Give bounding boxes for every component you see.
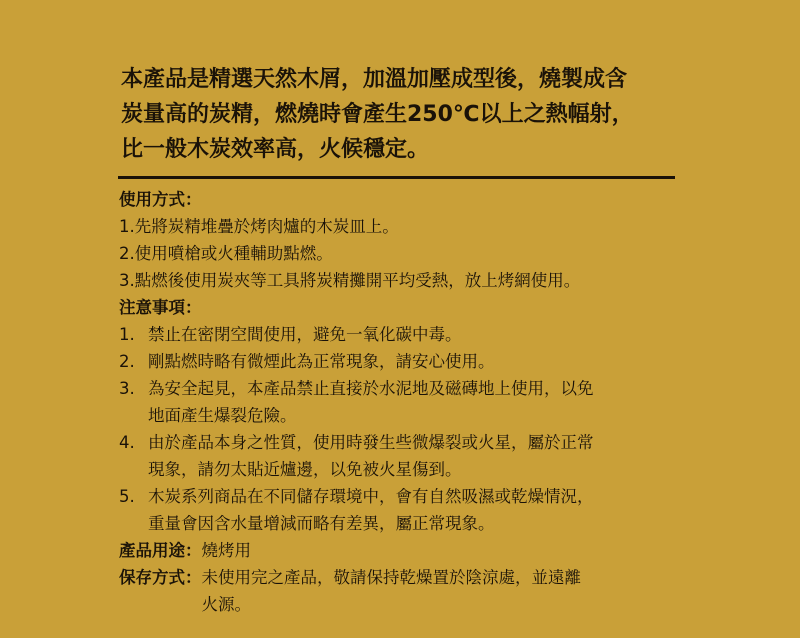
note-item <box>119 483 699 537</box>
note-item <box>119 348 699 375</box>
purpose-row <box>119 537 699 564</box>
purpose-value: 燒烤用 <box>201 541 251 560</box>
notes-heading: 注意事項： <box>119 298 202 317</box>
note-item <box>119 429 699 483</box>
note-item <box>119 321 699 348</box>
note-text: 禁止在密閉空間使用，避免一氧化碳中毒。 <box>148 325 462 344</box>
note-text: 由於產品本身之性質，使用時發生些微爆裂或火星，屬於正常 <box>148 433 594 452</box>
note-text: 地面產生爆裂危險。 <box>148 406 297 425</box>
usage-step: 1.先將炭精堆疊於烤肉爐的木炭皿上。 <box>119 217 399 236</box>
note-text: 剛點燃時略有微煙此為正常現象，請安心使用。 <box>148 352 495 371</box>
product-intro <box>121 62 691 167</box>
note-item <box>119 375 699 429</box>
usage-heading: 使用方式： <box>119 190 202 209</box>
note-text: 為安全起見，本產品禁止直接於水泥地及磁磚地上使用，以免 <box>148 379 594 398</box>
note-number: 2. <box>119 352 135 371</box>
note-number: 3. <box>119 379 135 398</box>
purpose-label: 產品用途： <box>119 541 202 560</box>
note-number: 5. <box>119 487 135 506</box>
storage-row <box>119 564 699 618</box>
note-text: 重量會因含水量增減而略有差異，屬正常現象。 <box>148 514 495 533</box>
note-text: 木炭系列商品在不同儲存環境中，會有自然吸濕或乾燥情況， <box>148 487 594 506</box>
intro-line: 比一般木炭效率高，火候穩定。 <box>121 137 430 162</box>
section-divider <box>118 176 675 179</box>
usage-step: 2.使用噴槍或火種輔助點燃。 <box>119 244 333 263</box>
intro-line: 本產品是精選天然木屑，加溫加壓成型後，燒製成含 <box>121 67 628 92</box>
storage-value: 未使用完之產品，敬請保持乾燥置於陰涼處，並遠離 <box>201 568 581 587</box>
note-text: 現象，請勿太貼近爐邊，以免被火星傷到。 <box>148 460 462 479</box>
storage-value: 火源。 <box>201 595 251 614</box>
usage-step: 3.點燃後使用炭夾等工具將炭精攤開平均受熱，放上烤網使用。 <box>119 271 581 290</box>
intro-line: 炭量高的炭精，燃燒時會產生250℃以上之熱幅射， <box>121 102 634 127</box>
note-number: 1. <box>119 325 135 344</box>
storage-label: 保存方式： <box>119 568 202 587</box>
product-details <box>119 186 699 618</box>
note-number: 4. <box>119 433 135 452</box>
